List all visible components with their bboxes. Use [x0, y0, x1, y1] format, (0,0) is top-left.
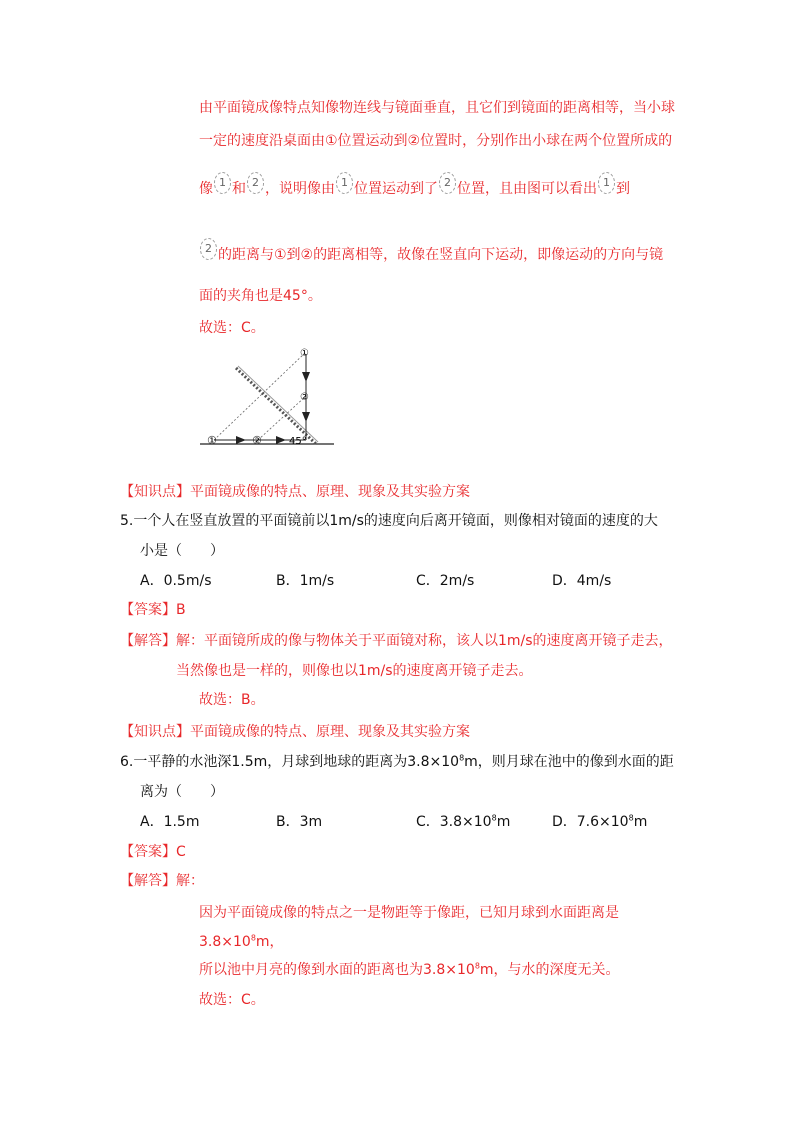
answer: 【答案】B — [120, 602, 186, 618]
question-6-text: 6.一平静的水池深1.5m，月球到地球的距离为$3.8\times 10^8m$，则月球在池中的像到水面的距 — [120, 753, 674, 770]
position-2-label: ② — [252, 434, 262, 447]
knowledge-point: 【知识点】平面镜成像的特点、原理、现象及其实验方案 — [120, 484, 470, 500]
mirror-diagram — [196, 340, 336, 452]
image-1-marker: 1 — [336, 172, 353, 194]
image-1-label: ① — [300, 348, 309, 359]
option-a: A．0.5m/s — [140, 573, 212, 589]
solution-line-4: 2 的距离与①到②的距离相等，故像在竖直向下运动，即像运动的方向与镜 — [199, 244, 663, 266]
angle-label: 45° — [289, 436, 307, 447]
question-5-text: 5.一个人在竖直放置的平面镜前以1m/s的速度向后离开镜面，则像相对镜面的速度的大 — [120, 513, 658, 529]
image-1-marker: 1 — [214, 172, 231, 194]
option-c: C．2m/s — [416, 573, 475, 589]
choose-c: 故选：C。 — [199, 992, 265, 1008]
solution-line-2: 一定的速度沿桌面由①位置运动到②位置时，分别作出小球在两个位置所成的 — [199, 133, 673, 149]
explanation: 【解答】解： — [120, 873, 204, 889]
choose-b: 故选：B。 — [199, 692, 265, 708]
question-5-text-cont: 小是（ ） — [140, 543, 224, 559]
option-c: C．$3.8\times 10^8m$ — [416, 813, 511, 830]
arrow-right-icon — [236, 436, 246, 444]
explanation-line-2: $3.8\times 10^8m$， — [199, 933, 284, 950]
plane-mirror — [236, 368, 316, 444]
explanation-cont: 当然像也是一样的，则像也以1m/s的速度离开镜子走去。 — [176, 663, 533, 679]
solution-line-3: 像 1 和 2 ，说明像由 1 位置运动到了 2 位置，且由图可以看出 1 到 — [199, 178, 630, 200]
solution-line-5: 面的夹角也是45°。 — [199, 288, 322, 304]
option-d: D．$7.6\times 10^8m$ — [552, 813, 648, 830]
choose-c: 故选：C。 — [199, 320, 265, 336]
arrow-right-icon — [276, 436, 286, 444]
question-6-text-cont: 离为（ ） — [140, 784, 224, 800]
image-2-label: ② — [300, 392, 309, 403]
arrow-down-icon — [302, 372, 310, 382]
arrow-down-icon — [302, 412, 310, 422]
position-1-label: ① — [207, 434, 217, 447]
option-d: D．4m/s — [552, 573, 612, 589]
solution-line-1: 由平面镜成像特点知像物连线与镜面垂直，且它们到镜面的距离相等，当小球 — [199, 100, 675, 116]
image-2-marker: 2 — [247, 172, 264, 194]
knowledge-point: 【知识点】平面镜成像的特点、原理、现象及其实验方案 — [120, 724, 470, 740]
answer: 【答案】C — [120, 844, 186, 860]
explanation: 【解答】解：平面镜所成的像与物体关于平面镜对称，该人以1m/s的速度离开镜子走去， — [120, 633, 673, 649]
dotted-line — [214, 352, 306, 440]
option-b: B．3m — [276, 814, 323, 830]
image-2-marker: 2 — [439, 172, 456, 194]
option-b: B．1m/s — [276, 573, 335, 589]
image-2-marker: 2 — [200, 238, 217, 260]
image-1-marker: 1 — [598, 172, 615, 194]
dotted-line — [258, 396, 306, 440]
option-a: A．1.5m — [140, 814, 200, 830]
explanation-line-1: 因为平面镜成像的特点之一是物距等于像距，已知月球到水面距离是 — [199, 905, 619, 921]
explanation-line-3: 所以池中月亮的像到水面的距离也为$3.8\times 10^8m$，与水的深度无关。 — [199, 961, 620, 978]
